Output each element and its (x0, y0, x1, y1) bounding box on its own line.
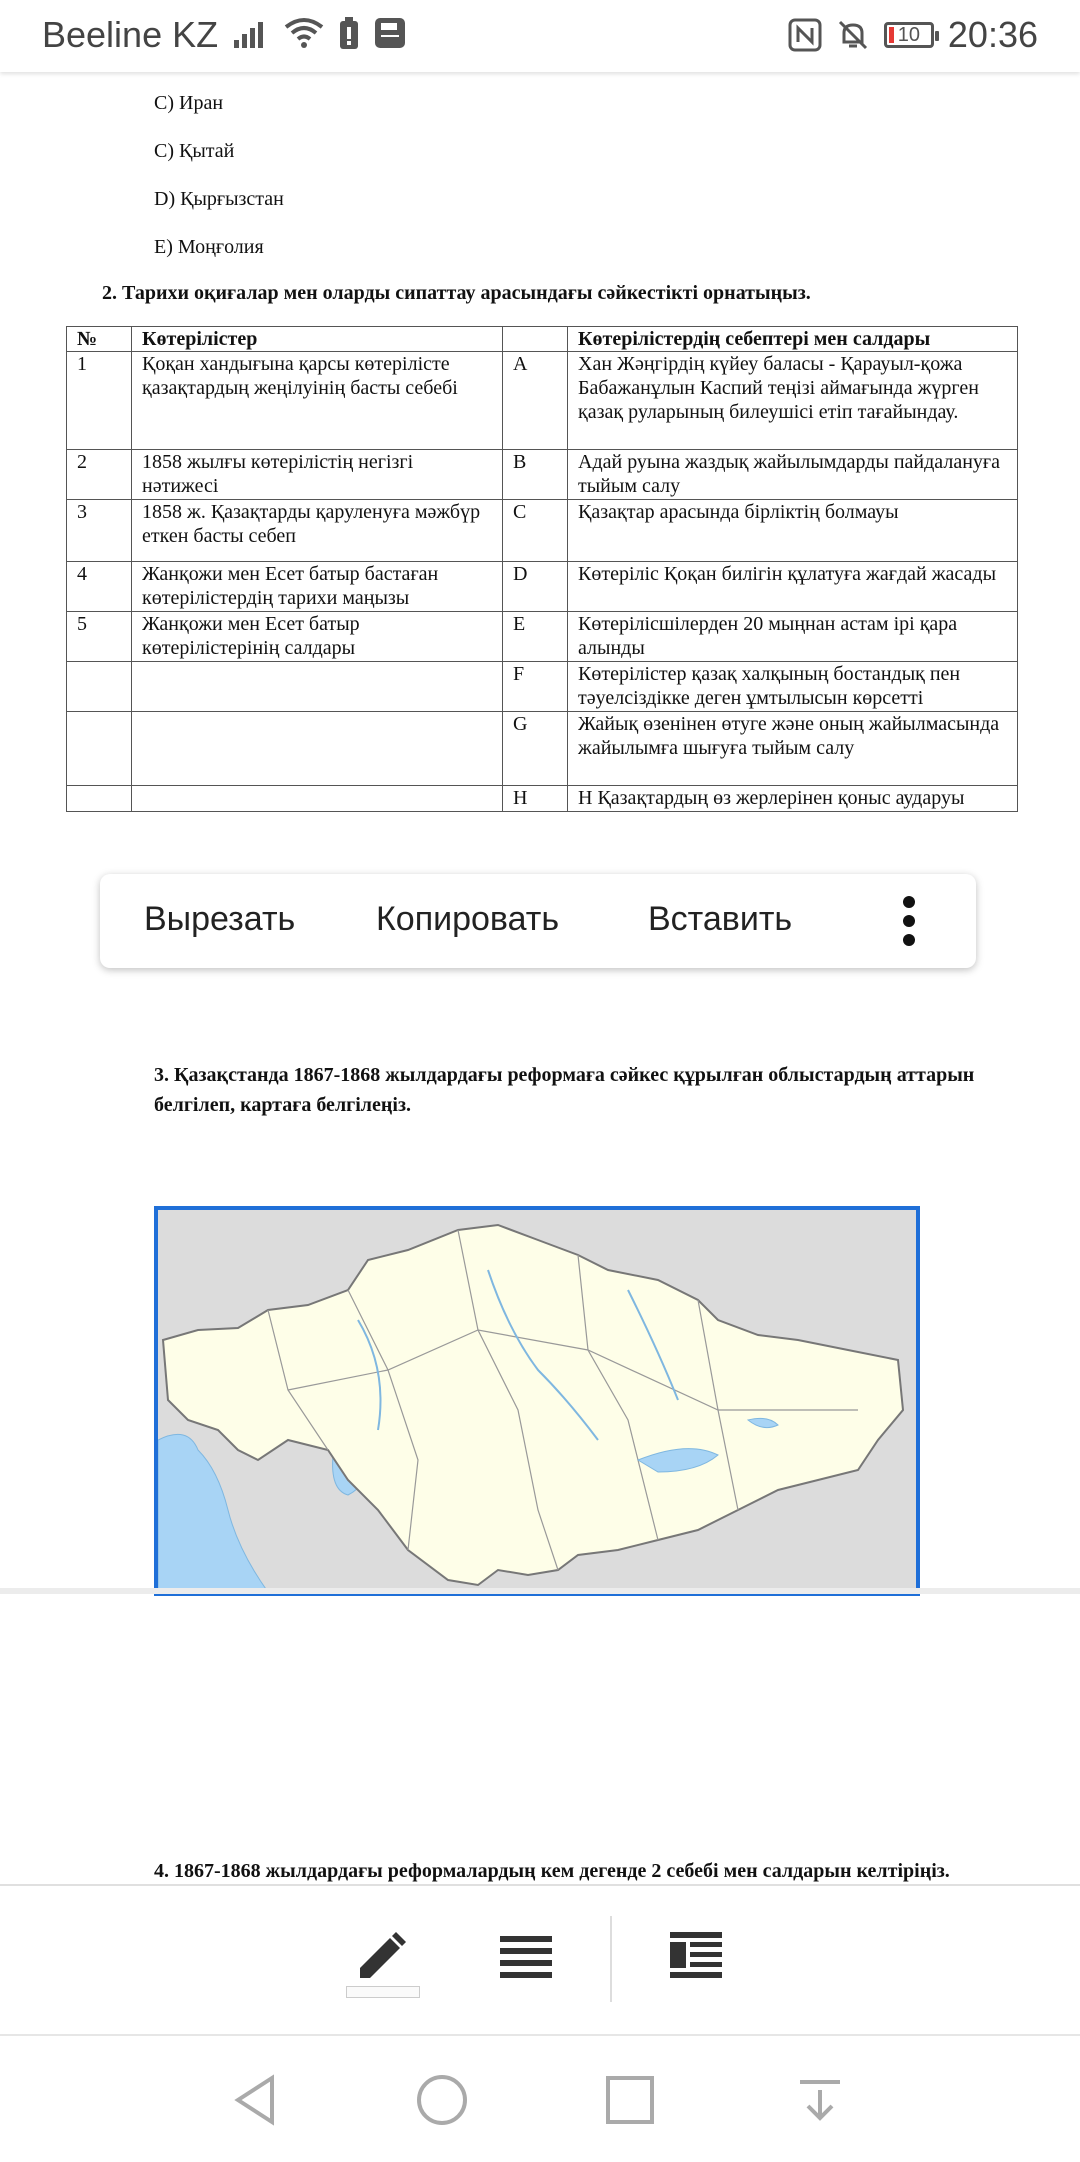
table-cell: G (503, 712, 568, 786)
table-cell: H (503, 786, 568, 812)
status-bar (0, 0, 1080, 72)
battery-icon (884, 22, 934, 48)
table-row (67, 352, 1018, 450)
table-cell: E (503, 612, 568, 662)
more-options-icon[interactable] (902, 896, 916, 946)
list-view-icon[interactable] (496, 1926, 556, 1986)
table-cell: 1858 ж. Қазақтарды қаруленуға мәжбүр еткен басты себеп (132, 500, 503, 562)
table-row (67, 662, 1018, 712)
page-break (0, 1588, 1080, 1594)
recents-icon[interactable] (602, 2072, 658, 2128)
table-header: Көтерілістер (132, 327, 503, 352)
home-icon[interactable] (414, 2072, 470, 2128)
question-4: 4. 1867-1868 жылдардағы реформалардың кем дегенде 2 себебі мен салдарын келтіріңіз. (154, 1860, 950, 1882)
table-cell (67, 786, 132, 812)
answer-option: D) Қырғызстан (154, 188, 284, 210)
cut-button[interactable]: Вырезать (144, 900, 296, 938)
table-cell: Көтерілісшілерден 20 мыңнан астам ірі қара алынды (568, 612, 1018, 662)
carrier-name: Beeline KZ (42, 14, 219, 55)
table-header: Көтерілістердің себептері мен салдары (568, 327, 1018, 352)
table-cell: Көтеріліс Қоқан билігін құлатуға жағдай жасады (568, 562, 1018, 612)
mute-icon (836, 18, 870, 52)
table-cell (67, 662, 132, 712)
answer-option: C) Иран (154, 92, 224, 114)
table-cell: Хан Жәңгірдің күйеу баласы - Қарауыл-қожа Бабажанұлын Каспий теңізі аймағында жүрген қазақ руларының билеушісі етіп тағайындау. (568, 352, 1018, 450)
table-row (67, 450, 1018, 500)
table-header-row (67, 327, 1018, 352)
table-cell: 2 (67, 450, 132, 500)
table-cell: 1 (67, 352, 132, 450)
table-cell: 1858 жылғы көтерілістің негізгі нәтижесі (132, 450, 503, 500)
table-cell: Адай руына жаздық жайылымдарды пайдалануға тыйым салу (568, 450, 1018, 500)
notifications-down-icon[interactable] (792, 2072, 848, 2128)
answer-option: C) Қытай (154, 140, 235, 162)
table-cell: 4 (67, 562, 132, 612)
table-cell: B (503, 450, 568, 500)
map-image (158, 1210, 916, 1592)
table-cell: Көтерілістер қазақ халқының бостандық пен тәуелсіздікке деген ұмтылысын көрсетті (568, 662, 1018, 712)
table-cell: Қазақтар арасында бірліктің болмауы (568, 500, 1018, 562)
table-cell (132, 786, 503, 812)
table-cell: Қоқан хандығына қарсы көтерілісте қазақтардың жеңілуінің басты себебі (132, 352, 503, 450)
nfc-icon (788, 18, 822, 52)
clock: 20:36 (947, 14, 1038, 55)
edit-underline (346, 1986, 420, 1998)
table-cell: Жайық өзенінен өтуге және оның жайылмасында жайылымға шығуға тыйым салу (568, 712, 1018, 786)
table-cell: F (503, 662, 568, 712)
table-cell: 3 (67, 500, 132, 562)
toolbar-separator (610, 1916, 612, 2002)
question-3: 3. Қазақстанда 1867-1868 жылдардағы реформаға сәйкес құрылған облыстардың аттарын белгілеп, картаға белгілеңіз. (154, 1064, 975, 1116)
table-row (67, 500, 1018, 562)
kazakhstan-map[interactable] (154, 1206, 920, 1596)
signal-icon (234, 18, 270, 48)
edit-icon[interactable] (352, 1926, 412, 1986)
table-row (67, 786, 1018, 812)
table-cell: D (503, 562, 568, 612)
text-context-menu (100, 874, 976, 968)
back-icon[interactable] (228, 2072, 284, 2128)
save-icon (374, 17, 406, 49)
navigation-bar (0, 2034, 1080, 2162)
table-cell: Жанқожи мен Есет батыр бастаған көтерілістердің тарихи маңызы (132, 562, 503, 612)
table-cell: Н Қазақтардың өз жерлерінен қоныс аударуы (568, 786, 1018, 812)
table-row (67, 562, 1018, 612)
table-cell: C (503, 500, 568, 562)
table-row (67, 712, 1018, 786)
table-cell: 5 (67, 612, 132, 662)
document-view[interactable] (0, 72, 1080, 1882)
battery-level: 10 (897, 23, 921, 46)
table-cell: A (503, 352, 568, 450)
battery-saver-icon (338, 16, 360, 50)
table-cell (132, 712, 503, 786)
table-cell (132, 662, 503, 712)
copy-button[interactable]: Копировать (376, 900, 560, 938)
table-cell: Жанқожи мен Есет батыр көтерілістерінің салдары (132, 612, 503, 662)
table-row (67, 612, 1018, 662)
table-header: № (67, 327, 132, 352)
paste-button[interactable]: Вставить (648, 900, 793, 938)
table-header (503, 327, 568, 352)
page-layout-icon[interactable] (666, 1926, 726, 1986)
matching-table (66, 326, 1018, 812)
question-2: 2. Тарихи оқиғалар мен оларды сипаттау арасындағы сәйкестікті орнатыңыз. (102, 282, 811, 304)
wifi-icon (284, 17, 324, 49)
answer-option: E) Моңғолия (154, 236, 264, 258)
table-cell (67, 712, 132, 786)
bottom-toolbar (0, 1884, 1080, 2036)
